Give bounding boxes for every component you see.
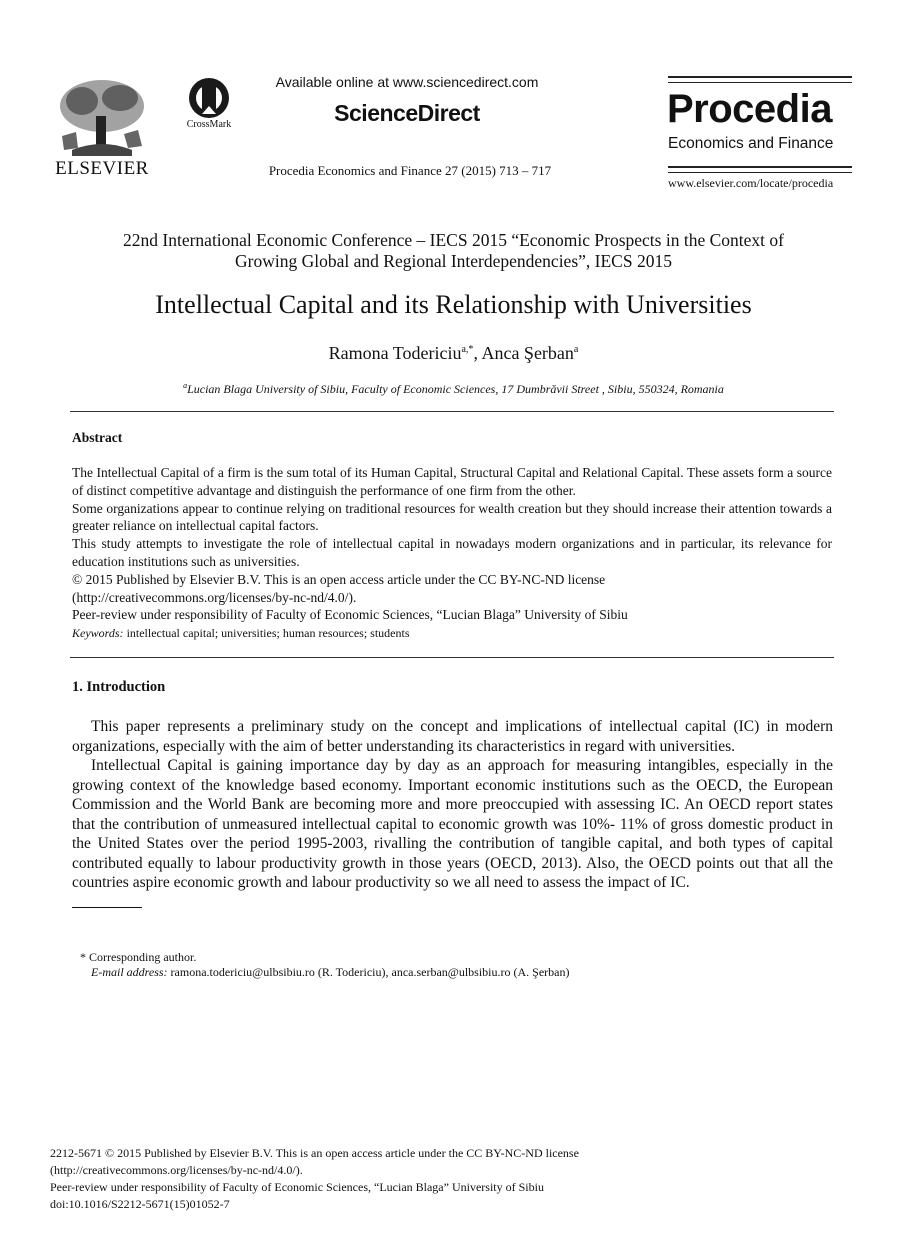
abstract-paragraph-2: Some organizations appear to continue relying on traditional resources for wealth creation but they should increase their attention towards a greater reliance on intellectual capital factors. <box>72 500 832 534</box>
author-separator: , <box>473 343 482 363</box>
email-label: E-mail address: <box>91 965 168 979</box>
footer-license-open: ( <box>50 1163 54 1177</box>
author-1: Ramona Todericiu <box>328 343 462 363</box>
footnote-rule <box>72 907 142 908</box>
footer-issn-line: 2212-5671 © 2015 Published by Elsevier B.V. This is an open access article under the CC BY-NC-ND license <box>50 1146 579 1160</box>
procedia-url[interactable]: www.elsevier.com/locate/procedia <box>668 176 834 190</box>
crossmark-label: CrossMark <box>186 119 232 130</box>
peer-review-line: Peer-review under responsibility of Faculty of Economic Sciences, “Lucian Blaga” University of Sibiu <box>72 607 628 623</box>
author-2: Anca Şerban <box>481 343 574 363</box>
license-open: ( <box>72 589 77 605</box>
paper-title: Intellectual Capital and its Relationship with Universities <box>155 290 752 319</box>
affiliation-sup: a <box>183 381 188 390</box>
journal-reference: Procedia Economics and Finance 27 (2015) 713 – 717 <box>268 163 552 178</box>
email-line <box>72 965 832 980</box>
intro-paragraph-1: This paper represents a preliminary study on the concept and implications of intellectual capital (IC) in modern organizations, especially with the aim of better understanding its characteristics in regard with universities. <box>72 718 833 755</box>
procedia-bottom-rule-thin <box>668 172 852 173</box>
copyright-line: © 2015 Published by Elsevier B.V. This is an open access article under the CC BY-NC-ND license <box>72 571 606 587</box>
procedia-title: Procedia <box>667 87 832 131</box>
introduction-heading: 1. Introduction <box>72 679 166 695</box>
available-online-text: Available online at www.sciencedirect.com <box>275 74 539 90</box>
affiliation-text: Lucian Blaga University of Sibiu, Faculty of Economic Sciences, 17 Dumbrăvii Street , Sibiu, 550324, Romania <box>187 382 724 396</box>
footer-doi[interactable]: doi:10.1016/S2212-5671(15)01052-7 <box>50 1197 230 1211</box>
license-close: ). <box>348 589 357 605</box>
abstract-paragraph-1: The Intellectual Capital of a firm is the sum total of its Human Capital, Structural Capital and Relational Capital. These assets form a source of distinct competitive advantage and distinguish the performance of one firm from the other. <box>72 465 832 498</box>
page-footer <box>50 1145 850 1213</box>
elsevier-wordmark: ELSEVIER <box>55 158 149 179</box>
abstract-heading: Abstract <box>72 430 123 445</box>
conference-title <box>60 230 847 272</box>
email-text: ramona.todericiu@ulbsibiu.ro (R. Todericiu), anca.serban@ulbsibiu.ro (A. Şerban) <box>167 965 570 979</box>
abstract-paragraph-3: This study attempts to investigate the role of intellectual capital in nowadays modern organizations and in particular, its relevance for education institutions such as universities. <box>72 536 832 569</box>
footer-license-close: ). <box>295 1163 303 1177</box>
keywords-line <box>72 625 832 643</box>
authors <box>40 343 867 364</box>
affiliation <box>40 381 867 397</box>
footer-license-line <box>50 1162 850 1179</box>
corresponding-author: * Corresponding author. <box>80 950 197 964</box>
abstract-bottom-rule <box>70 657 834 658</box>
procedia-top-rule <box>668 76 852 78</box>
author-2-sup: a <box>573 344 579 355</box>
introduction-body <box>72 717 833 893</box>
footer-license-link[interactable]: http://creativecommons.org/licenses/by-nc-nd/4.0/ <box>54 1163 296 1177</box>
keywords-text: intellectual capital; universities; human resources; students <box>123 626 410 641</box>
license-link[interactable]: http://creativecommons.org/licenses/by-nc-nd/4.0/ <box>76 589 349 605</box>
author-1-sup: a,* <box>461 344 474 355</box>
conference-line-1: 22nd International Economic Conference – IECS 2015 “Economic Prospects in the Context of <box>123 230 784 250</box>
intro-paragraph-2: Intellectual Capital is gaining importance day by day as an approach for measuring intangibles, especially in the growing context of the knowledge based economy. Important economic institutions such as the OECD, the European Commission and the World Bank are becoming more and more preoccupied with assessing IC. An OECD report states that the contribution of unmeasured intellectual capital to economic growth was 10%- 11% of gross domestic product in the United States over the period 1995-2003, rivalling the contribution of tangible capital, and both types of capital contributed equally to labour productivity growth in those years (OECD, 2013). Also, the OECD points out that all the countries aspire economic growth and labour productivity so we all need to assess the impact of IC. <box>72 757 833 891</box>
procedia-top-rule-thin <box>668 82 852 83</box>
abstract-body <box>72 464 832 643</box>
sciencedirect-wordmark: ScienceDirect <box>334 100 480 126</box>
procedia-bottom-rule <box>668 166 852 168</box>
conference-line-2: Growing Global and Regional Interdependencies”, IECS 2015 <box>235 251 672 271</box>
footer-peer-review: Peer-review under responsibility of Faculty of Economic Sciences, “Lucian Blaga” University of Sibiu <box>50 1180 544 1194</box>
abstract-top-rule <box>70 411 834 412</box>
license-line <box>72 589 832 607</box>
procedia-subtitle: Economics and Finance <box>668 135 834 152</box>
footnote <box>72 950 832 980</box>
keywords-label: Keywords: <box>72 626 124 641</box>
